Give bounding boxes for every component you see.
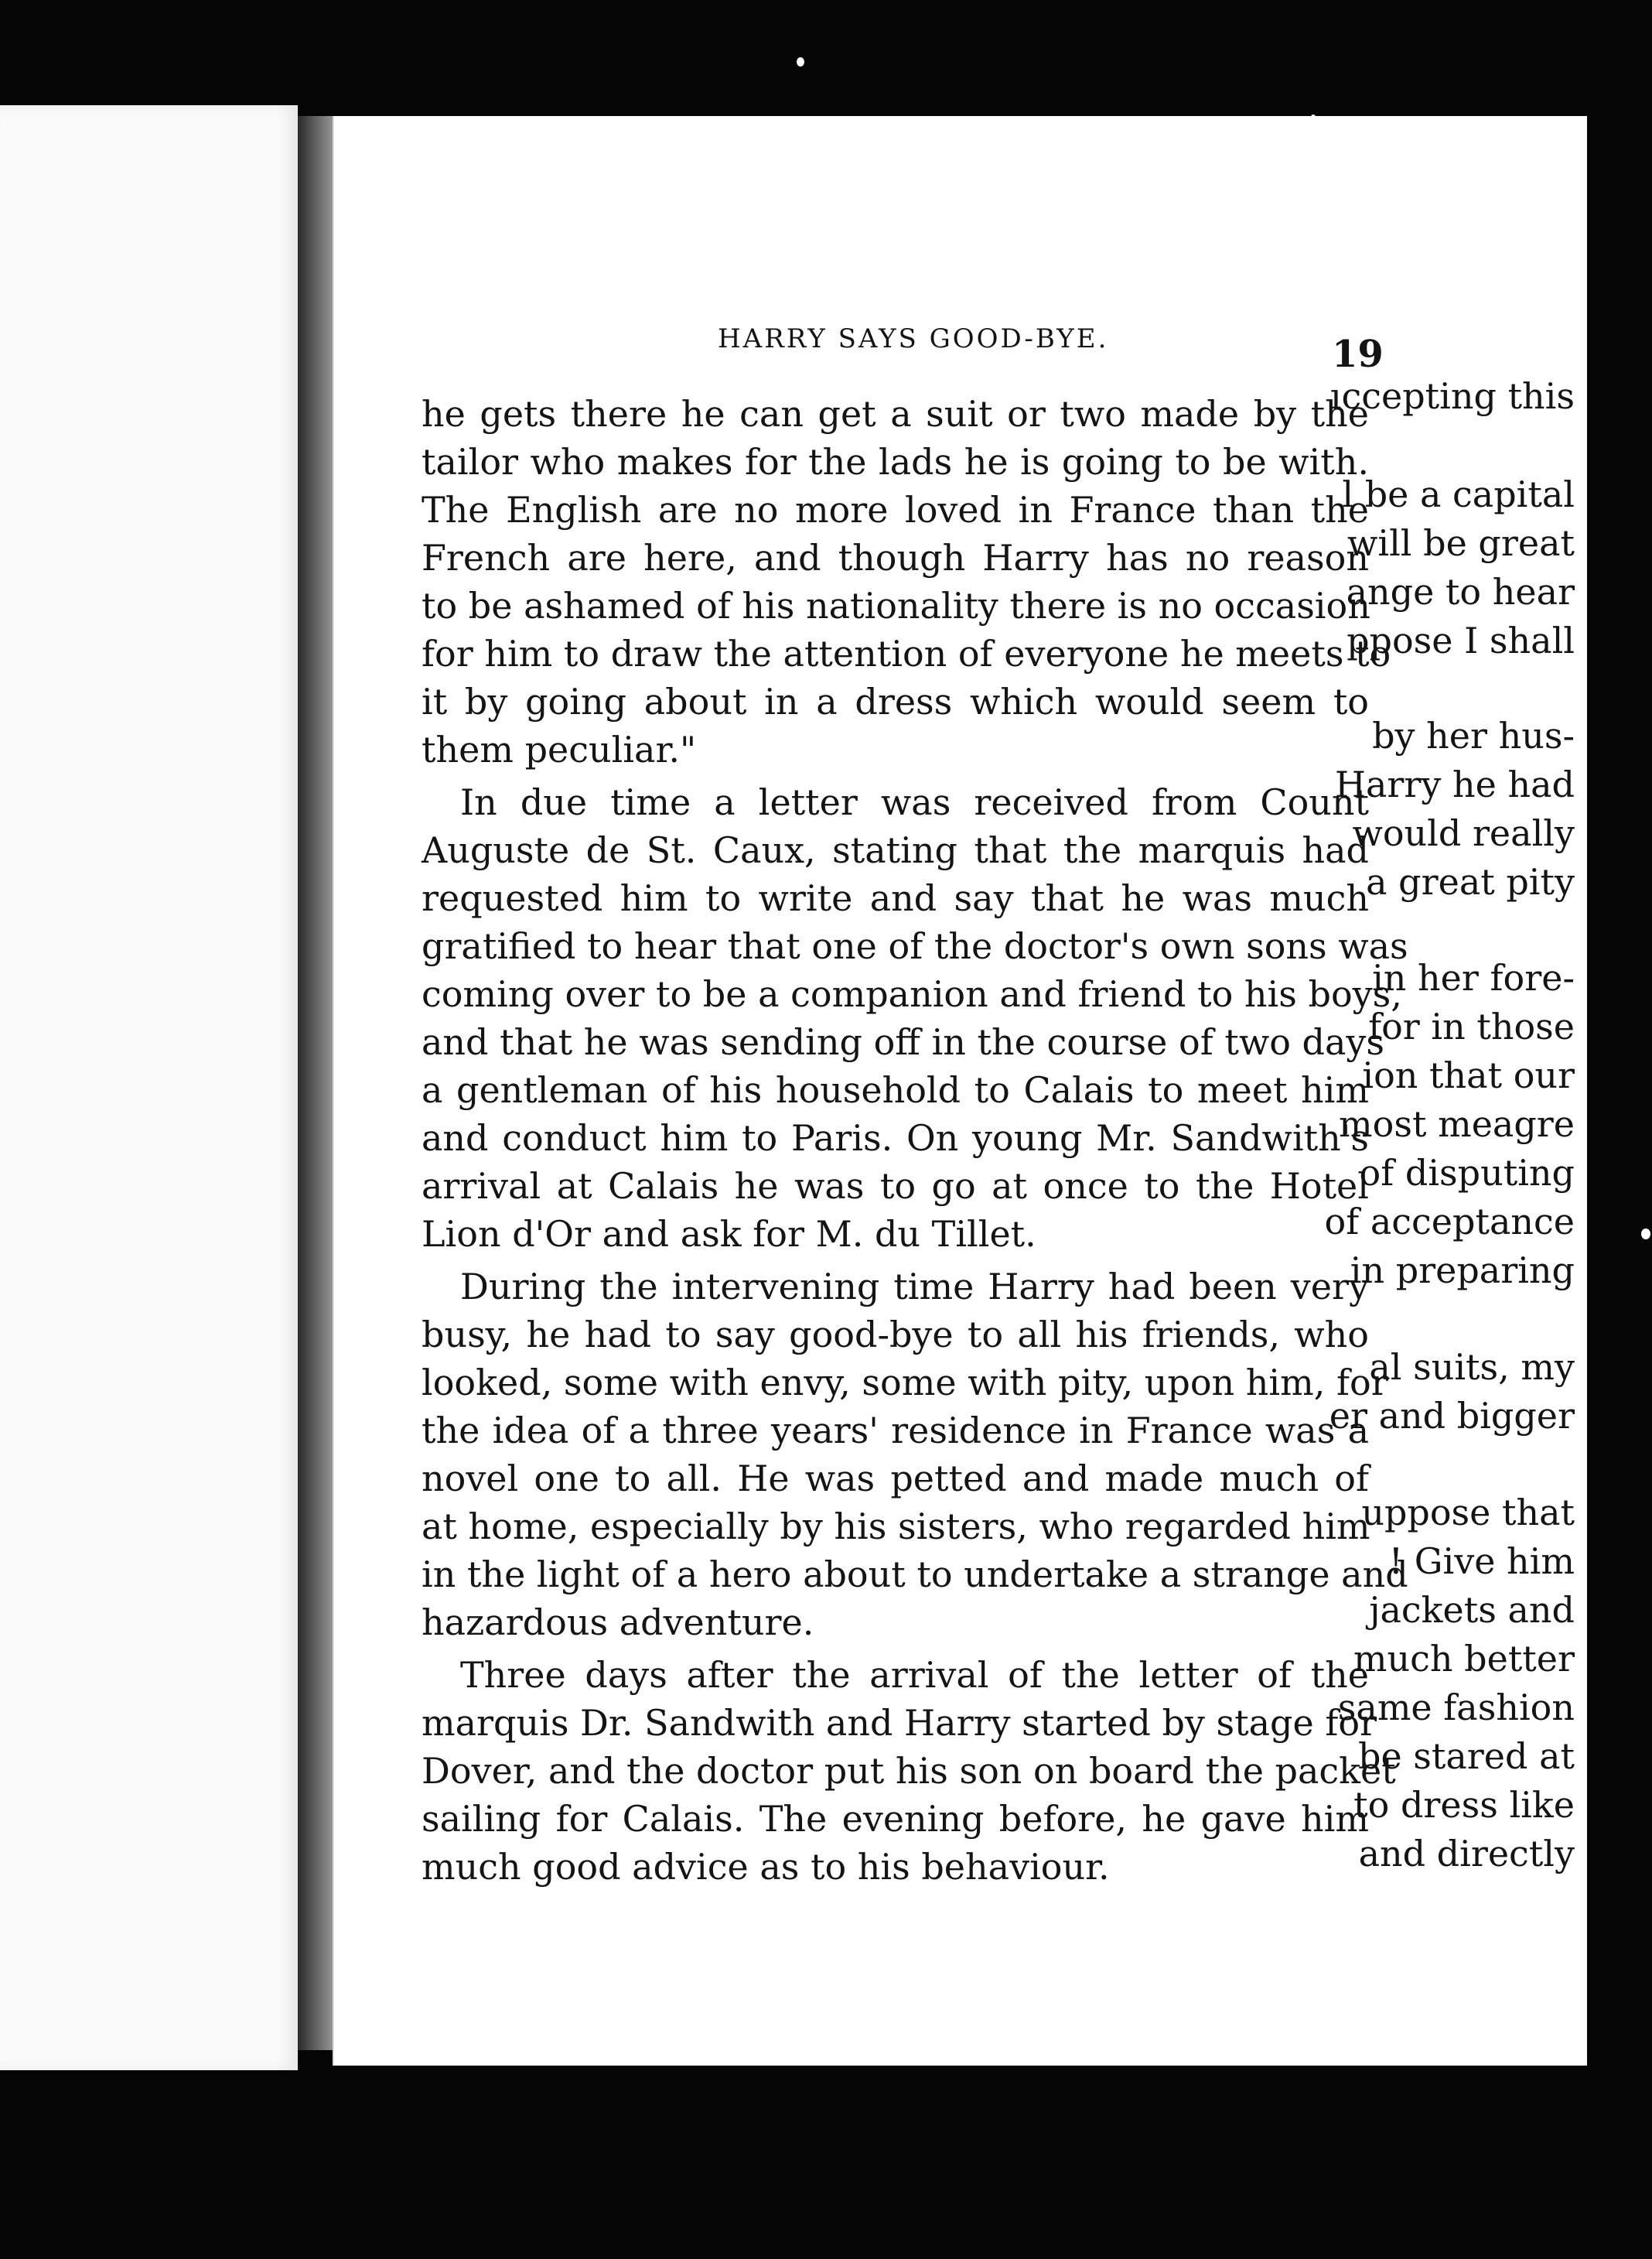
left-line: in preparing [1350,1249,1575,1291]
text-line: and conduct him to Paris. On young Mr. Sandwith's [422,1117,1369,1159]
text-line: busy, he had to say good-bye to all his friends, who [422,1314,1369,1355]
text-line: In due time a letter was received from Count [460,781,1369,823]
text-line: novel one to all. He was petted and made much of [422,1458,1369,1499]
left-page [0,105,298,2070]
left-line: ppose I shall [1347,620,1575,661]
left-line: of disputing [1359,1152,1575,1194]
left-line: most meagre [1339,1103,1575,1145]
left-line: of acceptance [1324,1201,1575,1242]
page-number: 19 [1332,333,1384,376]
text-line: at home, especially by his sisters, who regarded him [422,1505,1370,1547]
text-line: tailor who makes for the lads he is going to be with. [422,441,1369,483]
left-line: same fashion [1337,1687,1575,1728]
left-line: jackets and [1369,1589,1575,1631]
text-line: requested him to write and say that he was much [422,877,1369,919]
text-line: Three days after the arrival of the letter of the [460,1654,1369,1696]
left-line: in her fore- [1372,957,1575,999]
left-line: much better [1353,1638,1575,1680]
text-line: much good advice as to his behaviour. [422,1846,1110,1888]
text-line: sailing for Calais. The evening before, he gave him [422,1798,1369,1840]
text-line: marquis Dr. Sandwith and Harry started by stage for [422,1702,1377,1744]
text-line: hazardous adventure. [422,1601,814,1643]
text-line: for him to draw the attention of everyone he meets to [422,633,1391,675]
left-line: and directly [1358,1833,1575,1875]
text-line: French are here, and though Harry has no reason [422,537,1369,579]
dust-speck [1641,1229,1650,1239]
text-line: to be ashamed of his nationality there is no occasion [422,585,1370,627]
left-line: a great pity [1366,861,1575,903]
text-line: the idea of a three years' residence in France was a [422,1410,1369,1451]
text-line: in the light of a hero about to undertake a strange and [422,1553,1408,1595]
text-line: and that he was sending off in the course of two days [422,1021,1384,1063]
left-line: er and bigger [1329,1395,1575,1437]
left-line: ! Give him [1388,1540,1575,1582]
text-line: Dover, and the doctor put his son on board the packet [422,1750,1396,1792]
text-line: looked, some with envy, some with pity, upon him, for [422,1362,1388,1403]
text-line: arrival at Calais he was to go at once to the Hotel [422,1165,1369,1207]
text-line: he gets there he can get a suit or two made by the [422,393,1369,435]
left-line: uppose that [1361,1492,1575,1533]
dust-speck [1311,114,1316,119]
left-line: Harry he had [1334,764,1575,805]
text-line: gratified to hear that one of the doctor's own sons was [422,925,1408,967]
left-line: for in those [1368,1006,1575,1047]
running-head: HARRY SAYS GOOD-BYE. [718,323,1109,354]
text-line: it by going about in a dress which would seem to [422,681,1369,723]
text-line: During the intervening time Harry had been very [460,1266,1369,1307]
left-line: to dress like [1353,1784,1575,1826]
left-line: al suits, my [1369,1346,1575,1388]
left-line: ıccepting this [1329,375,1575,417]
dust-speck [797,57,804,67]
text-line: a gentleman of his household to Calais to meet him [422,1069,1369,1111]
text-line: The English are no more loved in France than the [422,489,1369,531]
left-line: ange to hear [1346,571,1575,613]
text-line: them peculiar." [422,729,697,771]
left-line: by her hus- [1372,715,1575,757]
text-line: coming over to be a companion and friend to his boys, [422,973,1402,1015]
left-line: would really [1352,812,1575,854]
text-line: Lion d'Or and ask for M. du Tillet. [422,1213,1036,1255]
text-line: Auguste de St. Caux, stating that the marquis had [422,829,1369,871]
left-line: l be a capital [1342,473,1575,515]
left-line: will be great [1347,522,1575,564]
left-line: ion that our [1362,1054,1575,1096]
left-line: be stared at [1358,1735,1575,1777]
